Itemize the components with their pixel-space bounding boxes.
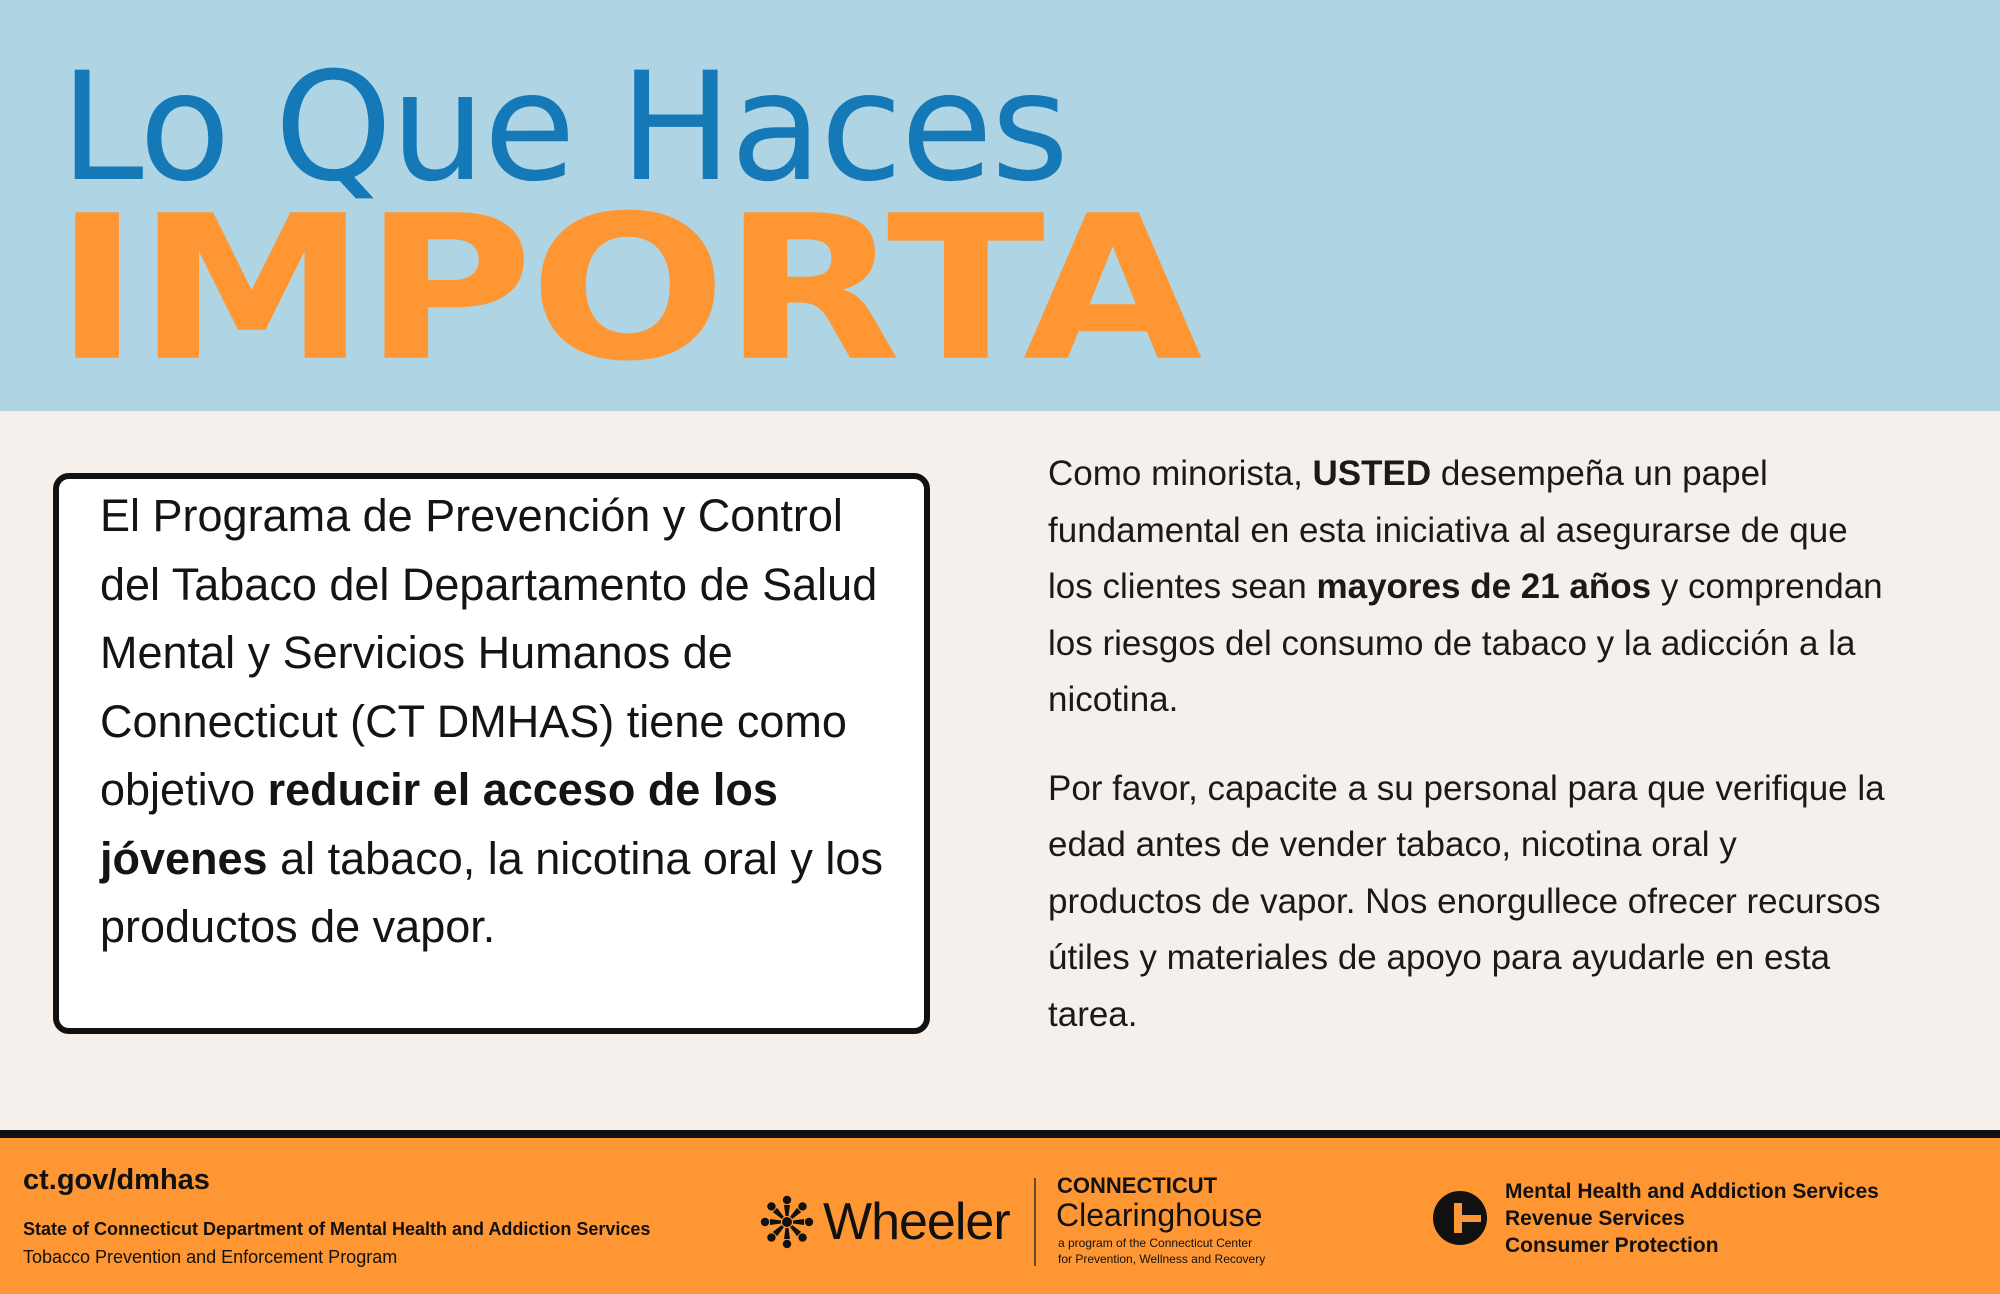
retailer-text xyxy=(1048,446,1898,1075)
mission-text-a: El Programa de Prevención y Control del Tabaco del Departamento de Salud Mental y Servicios Humanos de Connecticut (CT DMHAS) tiene como objetivo xyxy=(100,490,878,815)
ct-seal-icon xyxy=(1432,1190,1488,1246)
wheeler-logo-icon xyxy=(757,1192,817,1252)
header-banner xyxy=(0,0,2000,411)
footer-url-link[interactable]: ct.gov/dmhas xyxy=(23,1164,210,1196)
agency-consumer: Consumer Protection xyxy=(1505,1234,1719,1257)
footer-divider xyxy=(0,1130,2000,1138)
retailer-paragraph-1 xyxy=(1048,446,1898,729)
mission-text xyxy=(100,482,900,962)
footer xyxy=(0,1138,2000,1294)
clearinghouse-name: Clearinghouse xyxy=(1056,1197,1263,1233)
agency-mhas: Mental Health and Addiction Services xyxy=(1505,1180,1879,1203)
p1-usted: USTED xyxy=(1312,454,1432,493)
agency-revenue: Revenue Services xyxy=(1505,1207,1685,1230)
logo-divider xyxy=(1034,1178,1036,1266)
title-line2: IMPORTA xyxy=(54,172,1199,405)
p1-age: mayores de 21 años xyxy=(1316,567,1652,606)
clearinghouse-sub2: for Prevention, Wellness and Recovery xyxy=(1058,1252,1266,1266)
retailer-paragraph-2: Por favor, capacite a su personal para que verifique la edad antes de vender tabaco, nicotina oral y productos de vapor. Nos enorgullece ofrecer recursos útiles y materiales de apoyo para ayudarle en esta tarea. xyxy=(1048,768,1885,1034)
title-line1: Lo Que Haces xyxy=(60,41,1068,215)
footer-dept: State of Connecticut Department of Mental Health and Addiction Services xyxy=(23,1219,651,1239)
p1-e: y comprendan los riesgos del consumo de tabaco y la adicción a la nicotina. xyxy=(1048,567,1883,719)
mission-text-bold: reducir el acceso de los jóvenes xyxy=(100,764,778,884)
footer-program: Tobacco Prevention and Enforcement Program xyxy=(23,1247,398,1267)
clearinghouse-sub1: a program of the Connecticut Center xyxy=(1058,1236,1253,1250)
clearinghouse-top: CONNECTICUT xyxy=(1057,1173,1218,1198)
p1-a: Como minorista, xyxy=(1048,454,1313,493)
agency-list xyxy=(1505,1178,1879,1259)
p1-c: desempeña un papel fundamental en esta iniciativa al asegurarse de que los clientes sean xyxy=(1048,454,1848,606)
wheeler-wordmark: Wheeler xyxy=(823,1193,1010,1251)
mission-text-c: al tabaco, la nicotina oral y los productos de vapor. xyxy=(100,832,883,952)
